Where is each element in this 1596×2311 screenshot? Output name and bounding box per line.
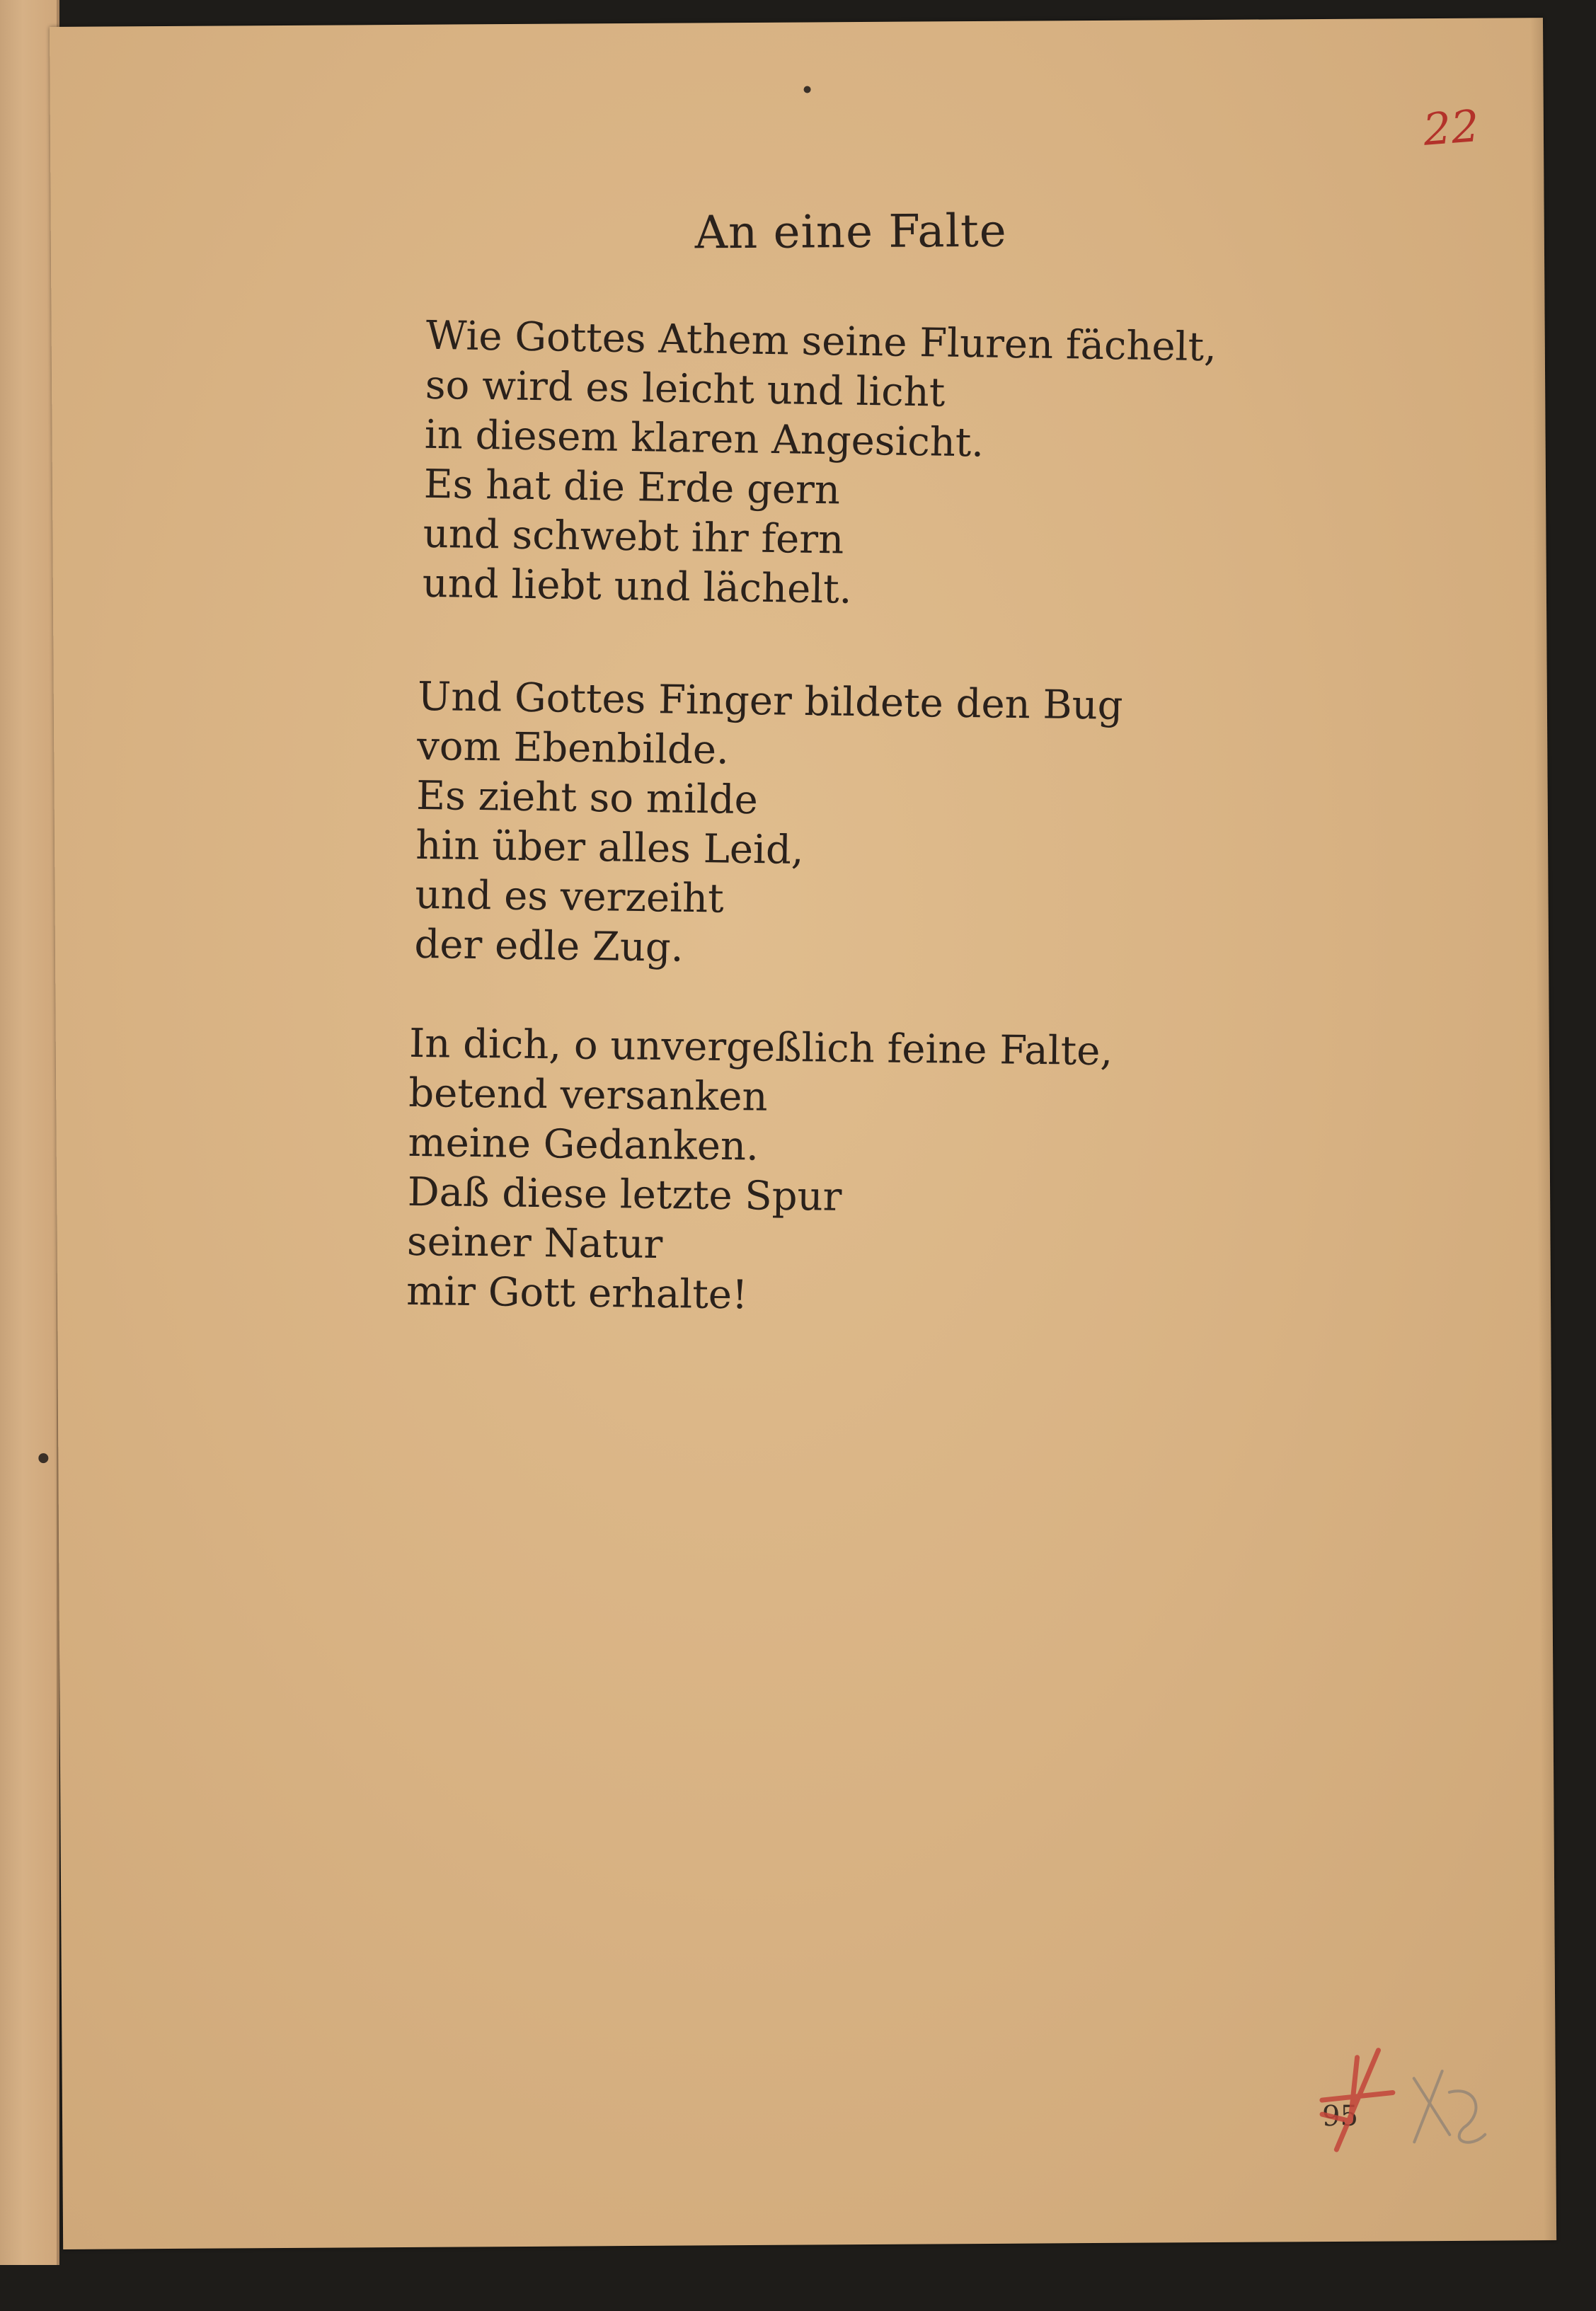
facing-page-edge [0, 0, 59, 2265]
poem-line: und liebt und lächelt. [422, 560, 852, 613]
stanza-3 [406, 1019, 1113, 1324]
poem-line: meine Gedanken. [408, 1119, 759, 1170]
poem-line: so wird es leicht und licht [425, 362, 946, 416]
poem-line: in diesem klaren Angesicht. [424, 411, 984, 466]
poem-line: Es hat die Erde gern [423, 461, 841, 514]
poem-line: seiner Natur [406, 1218, 663, 1268]
book-page [50, 18, 1556, 2249]
poem-line: und es verzeiht [415, 871, 724, 922]
poem-line: Wie Gottes Athem seine Fluren fächelt, [425, 312, 1217, 371]
red-pencil-scribble [1321, 2050, 1393, 2150]
poem-line: hin über alles Leid, [415, 822, 805, 873]
poem-line: mir Gott erhalte! [406, 1268, 748, 1319]
stanza-2 [414, 672, 1123, 979]
pencil-marks [1307, 2035, 1542, 2164]
poem-line: Und Gottes Finger bildete den Bug [417, 673, 1123, 729]
ink-speck [804, 86, 811, 93]
poem-line: der edle Zug. [414, 921, 684, 971]
poem-line: Daß diese letzte Spur [407, 1169, 842, 1220]
poem-title: An eine Falte [694, 205, 1007, 260]
stanza-1 [422, 311, 1217, 621]
folio-number: 22 [1421, 100, 1481, 156]
ink-speck [38, 1453, 48, 1463]
page-number: 95 [1321, 2099, 1359, 2133]
poem-line: In dich, o unvergeßlich feine Falte, [408, 1020, 1113, 1075]
poem-line: Es zieht so milde [415, 772, 759, 824]
gray-pencil-scribble [1414, 2071, 1486, 2143]
poem-line: betend versanken [408, 1070, 768, 1120]
poem-line: vom Ebenbilde. [416, 723, 730, 774]
poem-line: und schwebt ihr fern [423, 510, 844, 563]
page-edge-shadow [1530, 18, 1556, 2240]
